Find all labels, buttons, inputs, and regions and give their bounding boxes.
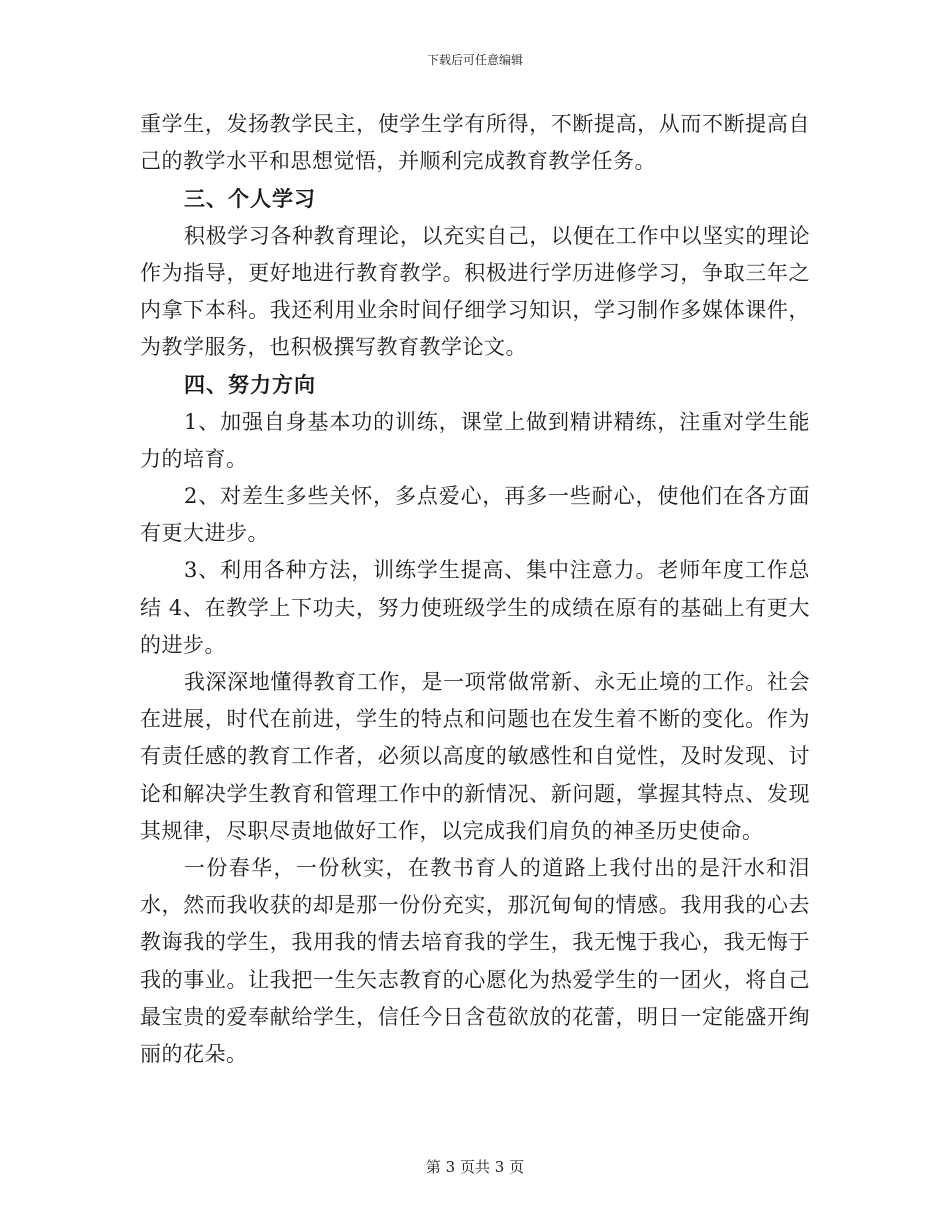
document-body — [140, 106, 810, 1073]
page-footer: 第 3 页共 3 页 — [425, 1158, 525, 1176]
list-item-3: 3、利用各种方法，训练学生提高、集中注意力。老师年度工作总结 4、在教学上下功夫，努力使班级学生的成绩在原有的基础上有更大的进步。 — [140, 558, 810, 657]
paragraph-continuation: 重学生，发扬教学民主，使学生学有所得，不断提高，从而不断提高自己的教学水平和思想觉悟，并顺利完成教育教学任务。 — [140, 112, 810, 174]
paragraph-closing: 一份春华，一份秋实，在教书育人的道路上我付出的是汗水和泪水，然而我收获的却是那一份份充实，那沉甸甸的情感。我用我的心去教诲我的学生，我用我的情去培育我的学生，我无愧于我心，我无悔于我的事业。让我把一生矢志教育的心愿化为热爱学生的一团火，将自己最宝贵的爱奉献给学生，信任今日含苞欲放的花蕾，明日一定能盛开绚丽的花朵。 — [140, 856, 810, 1067]
page-header: 下载后可任意编辑 — [426, 53, 523, 67]
paragraph-education-work: 我深深地懂得教育工作，是一项常做常新、永无止境的工作。社会在进展，时代在前进，学生的特点和问题也在发生着不断的变化。作为有责任感的教育工作者，必须以高度的敏感性和自觉性，及时发现、讨论和解决学生教育和管理工作中的新情况、新问题，掌握其特点、发现其规律，尽职尽责地做好工作，以完成我们肩负的神圣历史使命。 — [140, 670, 810, 843]
section-heading-personal-study: 三、个人学习 — [184, 186, 316, 212]
list-item-1: 1、加强自身基本功的训练，课堂上做到精讲精练，注重对学生能力的培育。 — [140, 409, 810, 471]
paragraph-personal-study: 积极学习各种教育理论，以充实自己，以便在工作中以坚实的理论作为指导，更好地进行教育教学。积极进行学历进修学习，争取三年之内拿下本科。我还利用业余时间仔细学习知识，学习制作多媒体课件，为教学服务，也积极撰写教育教学论文。 — [140, 223, 810, 360]
section-heading-effort-direction: 四、努力方向 — [184, 372, 316, 398]
list-item-2: 2、对差生多些关怀，多点爱心，再多一些耐心，使他们在各方面有更大进步。 — [140, 484, 810, 546]
